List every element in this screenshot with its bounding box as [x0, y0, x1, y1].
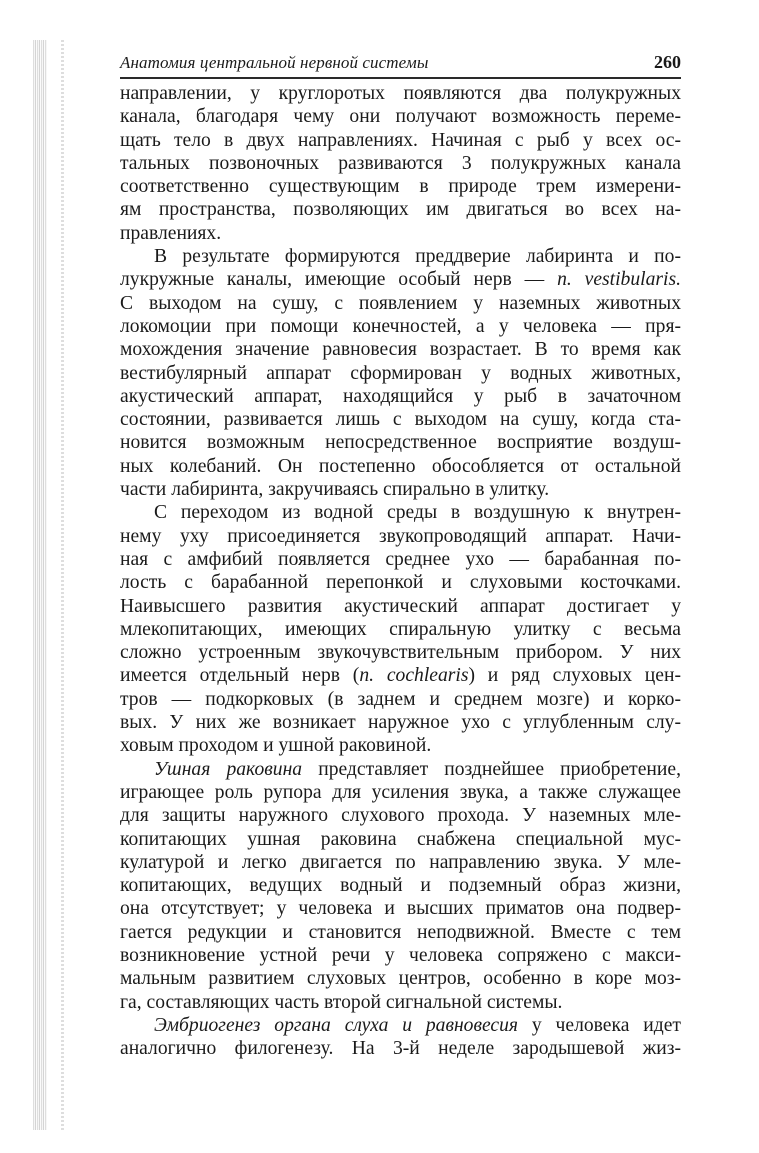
text-line — [120, 828, 681, 851]
text-run: сложно устроенным звукочувствительным прибором. У них — [120, 642, 681, 664]
text-run: ) и ряд слуховых цен- — [468, 665, 681, 687]
text-run: правлениях. — [120, 222, 222, 244]
text-line — [120, 105, 681, 128]
page-header — [120, 52, 681, 76]
paragraph — [120, 82, 681, 245]
text-run: тров — подкорковых (в заднем и среднем мозге) и корко- — [120, 688, 681, 710]
text-line — [120, 222, 681, 245]
text-run: копитающих ушная раковина снабжена специальной мус- — [120, 828, 681, 850]
text-line — [120, 315, 681, 338]
text-line — [120, 967, 681, 990]
text-line — [120, 944, 681, 967]
text-line — [120, 1037, 681, 1060]
text-line — [120, 338, 681, 361]
text-line — [120, 595, 681, 618]
text-line — [120, 851, 681, 874]
text-run: возникновение устной речи у человека сопряжено с макси- — [120, 944, 681, 966]
text-run: акустический аппарат, находящийся у рыб в зачаточном — [120, 385, 681, 407]
text-line — [120, 525, 681, 548]
text-run: мальным развитием слуховых центров, особенно в коре моз- — [120, 968, 681, 990]
text-line — [120, 362, 681, 385]
text-line — [120, 758, 681, 781]
text-line — [120, 921, 681, 944]
text-line — [120, 455, 681, 478]
text-run: гается редукции и становится неподвижной. Вместе с тем — [120, 921, 681, 943]
italic-term: Ушная раковина — [154, 758, 303, 780]
text-run: соответственно существующим в природе трем измерени- — [120, 176, 681, 198]
italic-term: n. vestibularis. — [557, 269, 681, 291]
text-line — [120, 991, 681, 1014]
text-run: направлении, у круглоротых появляются два полукружных — [120, 83, 681, 104]
body-text — [120, 82, 681, 1060]
text-run: Наивысшего развития акустический аппарат достигает у — [120, 595, 681, 617]
text-run: млекопитающих, имеющих спиральную улитку с весьма — [120, 618, 681, 640]
text-line — [120, 874, 681, 897]
italic-term: n. cochlearis — [359, 665, 469, 687]
text-line — [120, 804, 681, 827]
page-number: 260 — [654, 52, 681, 72]
italic-term: Эмбриогенез органа слуха и равновесия — [154, 1014, 519, 1036]
scan-gutter-line — [61, 40, 64, 1130]
text-run: имеется отдельный нерв ( — [120, 665, 360, 687]
text-run: С переходом из водной среды в воздушную к внутрен- — [154, 502, 681, 524]
text-run: локомоции при помощи конечностей, а у человека — пря- — [120, 315, 681, 337]
text-run: вых. У них же возникает наружное ухо с углубленным слу- — [120, 712, 681, 734]
text-line — [120, 618, 681, 641]
text-run: новится возможным непосредственное восприятие воздуш- — [120, 432, 681, 454]
text-line — [120, 129, 681, 152]
text-line — [120, 431, 681, 454]
text-run: для защиты наружного слухового прохода. У наземных мле- — [120, 805, 681, 827]
text-line — [120, 175, 681, 198]
text-run: ям пространства, позволяющих им двигаться во всех на- — [120, 199, 681, 221]
text-run: мохождения значение равновесия возрастает. В то время как — [120, 339, 681, 361]
text-run: кулатурой и легко двигается по направлению звука. У мле- — [120, 851, 681, 873]
text-run: га, составляющих часть второй сигнальной системы. — [120, 991, 563, 1013]
text-run: лость с барабанной перепонкой и слуховыми косточками. — [120, 572, 681, 594]
text-line — [120, 781, 681, 804]
text-run: аналогично филогенезу. На 3-й неделе зародышевой жиз- — [120, 1038, 681, 1060]
text-run: у человека идет — [518, 1014, 681, 1036]
text-line — [120, 478, 681, 501]
text-run: состоянии, развивается лишь с выходом на сушу, когда ста- — [120, 409, 681, 431]
text-line — [120, 897, 681, 920]
paragraph — [120, 245, 681, 501]
text-run: играющее роль рупора для усиления звука, а также служащее — [120, 781, 681, 803]
text-line — [120, 571, 681, 594]
text-line — [120, 268, 681, 291]
book-page — [120, 52, 681, 1060]
paragraph — [120, 501, 681, 757]
text-run: представляет позднейшее приобретение, — [302, 758, 682, 780]
text-run: ная с амфибий появляется среднее ухо — барабанная по- — [120, 548, 681, 570]
text-run: она отсутствует; у человека и высших приматов она подвер- — [120, 898, 681, 920]
text-line — [120, 198, 681, 221]
text-run: лукружные каналы, имеющие особый нерв — — [120, 269, 558, 291]
text-line — [120, 548, 681, 571]
running-title: Анатомия центральной нервной системы — [120, 53, 429, 72]
text-line — [120, 501, 681, 524]
text-line — [120, 688, 681, 711]
text-run: вестибулярный аппарат сформирован у водных животных, — [120, 362, 681, 384]
text-line — [120, 408, 681, 431]
text-line — [120, 711, 681, 734]
text-line — [120, 641, 681, 664]
text-line — [120, 245, 681, 268]
text-line — [120, 664, 681, 687]
text-run: копитающих, ведущих водный и подземный образ жизни, — [120, 875, 681, 897]
text-line — [120, 734, 681, 757]
text-line — [120, 385, 681, 408]
text-line — [120, 1014, 681, 1037]
text-run: щать тело в двух направлениях. Начиная с рыб у всех ос- — [120, 129, 681, 151]
text-run: В результате формируются преддверие лабиринта и по- — [154, 246, 681, 268]
text-line — [120, 292, 681, 315]
text-line — [120, 152, 681, 175]
text-run: канала, благодаря чему они получают возможность переме- — [120, 106, 681, 128]
text-line — [120, 82, 681, 105]
paragraph — [120, 758, 681, 1014]
scan-gutter-shadow — [33, 40, 47, 1130]
text-run: тальных позвоночных развиваются 3 полукружных канала — [120, 152, 681, 174]
text-run: С выходом на сушу, с появлением у наземных животных — [120, 292, 681, 314]
text-run: части лабиринта, закручиваясь спирально в улитку. — [120, 479, 550, 501]
header-rule — [120, 77, 681, 79]
text-run: ных колебаний. Он постепенно обособляется от остальной — [120, 455, 681, 477]
paragraph — [120, 1014, 681, 1061]
text-run: ховым проходом и ушной раковиной. — [120, 735, 432, 757]
text-run: нему уху присоединяется звукопроводящий аппарат. Начи- — [120, 525, 681, 547]
